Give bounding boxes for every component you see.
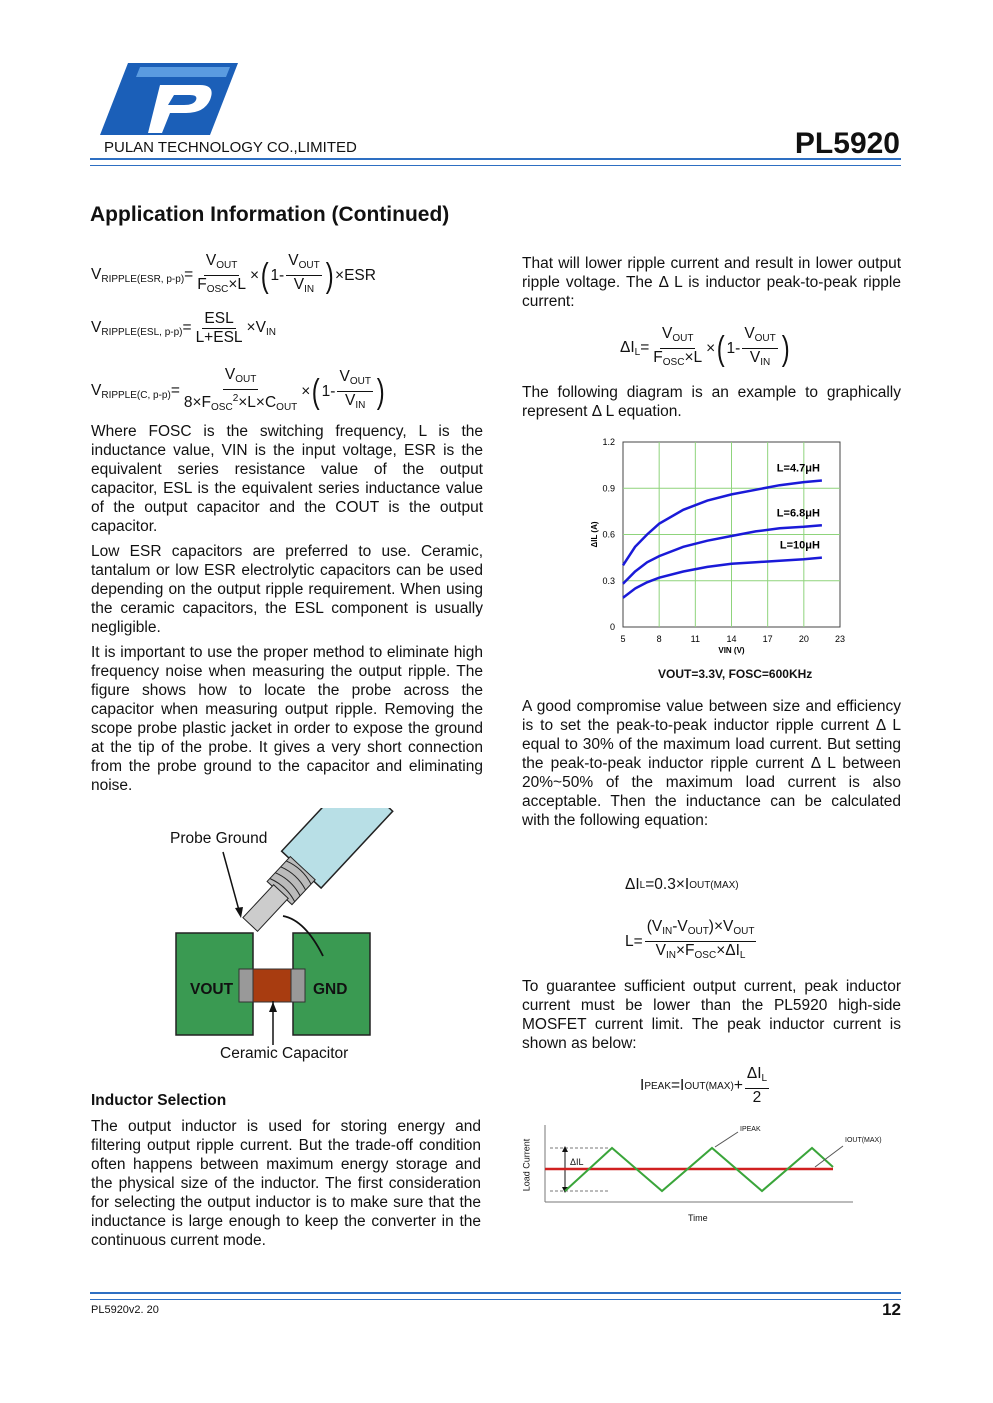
inductor-selection-heading: Inductor Selection (91, 1092, 227, 1109)
paragraph-peak-current: To guarantee sufficient output current, peak inductor current must be lower than the PL5920 high-side MOSFET current limit. The peak inductor current is shown as below: (522, 978, 901, 1052)
company-name: PULAN TECHNOLOGY CO.,LIMITED (104, 139, 357, 156)
equation-ripple-esr: $V_{RIPPLE(ESR, p-p)}=$ $\frac{V_{OUT}}{F_{OSC}\times L}$ × ( 1- $\frac{V_{OUT}}{V_{IN}}$ ) ×ESR (91, 252, 376, 295)
chart-series-label: L=6.8μH (776, 507, 820, 520)
label-gnd: GND (313, 981, 348, 998)
chart-ytick-label: 0.9 (602, 483, 615, 494)
equation-ripple-esl: $V_{RIPPLE(ESL, p-p)}=$ $\frac{\text{ESL}}{\text{L+ESL}}$ $\times V_{IN}$ (91, 310, 276, 346)
footer-version: PL5920v2. 20 (91, 1304, 159, 1316)
ripple-waveform-figure (528, 1120, 898, 1225)
header-rule (90, 158, 901, 166)
equation-delta-il: $\Delta I_L=$ $\frac{V_{OUT}}{F_{OSC}\times L}$ × ( 1- $\frac{V_{OUT}}{V_{IN}}$ ) (620, 325, 790, 368)
chart-ytick-label: 0 (609, 622, 615, 632)
equation-inductance: L= $\frac{(V_{IN}-V_{OUT})\times V_{OUT}}{V_{IN}\times F_{OSC}\times\Delta I_L}$ (625, 918, 755, 961)
ripple-current-chart (575, 432, 855, 662)
wave-ipeak-label: IPEAK (740, 1126, 761, 1133)
chart-xtick-label: 20 (798, 634, 809, 644)
equation-ripple-c: $V_{RIPPLE(C, p-p)}=$ $\frac{V_{OUT}}{8\times F_{OSC}^2\times L\times C_{OUT}}$ × ( 1- $\frac{V_{OUT}}{V_{IN}}$ ) (91, 366, 385, 414)
paragraph-noise: It is important to use the proper method to eliminate high frequency noise when measuring the output ripple. The figure shows how to locate the probe across the capacitor when measuring output ripple. Removing the scope probe plastic jacket in order to expose the ground at the tip of the probe. It gives a very short connection from the probe ground to the capacitor and eliminating noise. (91, 644, 483, 794)
chart-caption: VOUT=3.3V, FOSC=600KHz (658, 667, 813, 681)
wave-ioutmax-label: IOUT(MAX) (845, 1137, 882, 1144)
equation-peak: I PEAK =I OUT(MAX) + $\frac{\Delta I_L}{2}$ (640, 1065, 768, 1106)
chart-xtick-label: 8 (656, 634, 662, 644)
wave-dil-label: ΔIL (570, 1157, 584, 1167)
paragraph-inductor: The output inductor is used for storing energy and filtering output ripple current. But the trade-off condition often happens between maximum energy storage and the physical size of the inductor. The first consideration for selecting the output inductor is to make sure that the inductance is large enough to keep the converter in the continuous current mode. (91, 1118, 481, 1249)
chart-ytick-label: 0.3 (602, 575, 615, 586)
chart-xtick-label: 23 (834, 634, 846, 644)
chart-ytick-label: 1.2 (602, 437, 615, 447)
footer-rule (90, 1292, 901, 1300)
company-logo (100, 55, 250, 140)
paragraph-low-esr: Low ESR capacitors are preferred to use. Ceramic, tantalum or low ESR electrolytic capacitors can be used depending on the output ripple requirement. When using the ceramic capacitors, the ESL component is usually negligible. (91, 543, 483, 636)
chart-xtick-label: 14 (726, 634, 737, 644)
page-number: 12 (882, 1300, 901, 1319)
paragraph-where: Where FOSC is the switching frequency, L is the inductance value, VIN is the input voltage, ESR is the equivalent series resistance value of the output capacitor, ESL is the equivalent series inductance value of the output capacitor and the COUT is the output capacitor. (91, 423, 483, 535)
chart-ylabel: ΔIL (A) (590, 521, 599, 548)
label-vout: VOUT (190, 981, 234, 998)
part-number: PL5920 (794, 127, 900, 160)
section-title: Application Information (Continued) (90, 203, 450, 226)
wave-ylabel: Load Current (521, 1138, 532, 1192)
chart-xlabel: VIN (V) (718, 646, 745, 655)
chart-series-label: L=10μH (779, 539, 820, 552)
chart-xtick-label: 17 (762, 634, 773, 644)
label-probe-ground: Probe Ground (170, 830, 268, 847)
chart-xtick-label: 5 (620, 634, 626, 644)
chart-series-label: L=4.7μH (776, 462, 820, 475)
chart-ytick-label: 0.6 (602, 529, 615, 540)
equation-delta-il-03: ΔI L =0.3×I OUT(MAX) (625, 876, 739, 893)
paragraph-diagram-intro: The following diagram is an example to graphically represent Δ L equation. (522, 384, 901, 420)
paragraph-compromise: A good compromise value between size and efficiency is to set the peak-to-peak inductor ripple current Δ L equal to 30% of the maximum load current. But setting the peak-to-peak inductor ripple current Δ L between 20%~50% of the maximum load current is also acceptable. Then the inductance can be calculated with the following equation: (522, 698, 901, 829)
label-ceramic-capacitor: Ceramic Capacitor (220, 1045, 349, 1062)
chart-xtick-label: 11 (690, 634, 701, 644)
wave-xlabel: Time (688, 1213, 708, 1223)
paragraph-lower-ripple: That will lower ripple current and result in lower output ripple voltage. The Δ L is inductor peak-to-peak ripple current: (522, 255, 901, 310)
